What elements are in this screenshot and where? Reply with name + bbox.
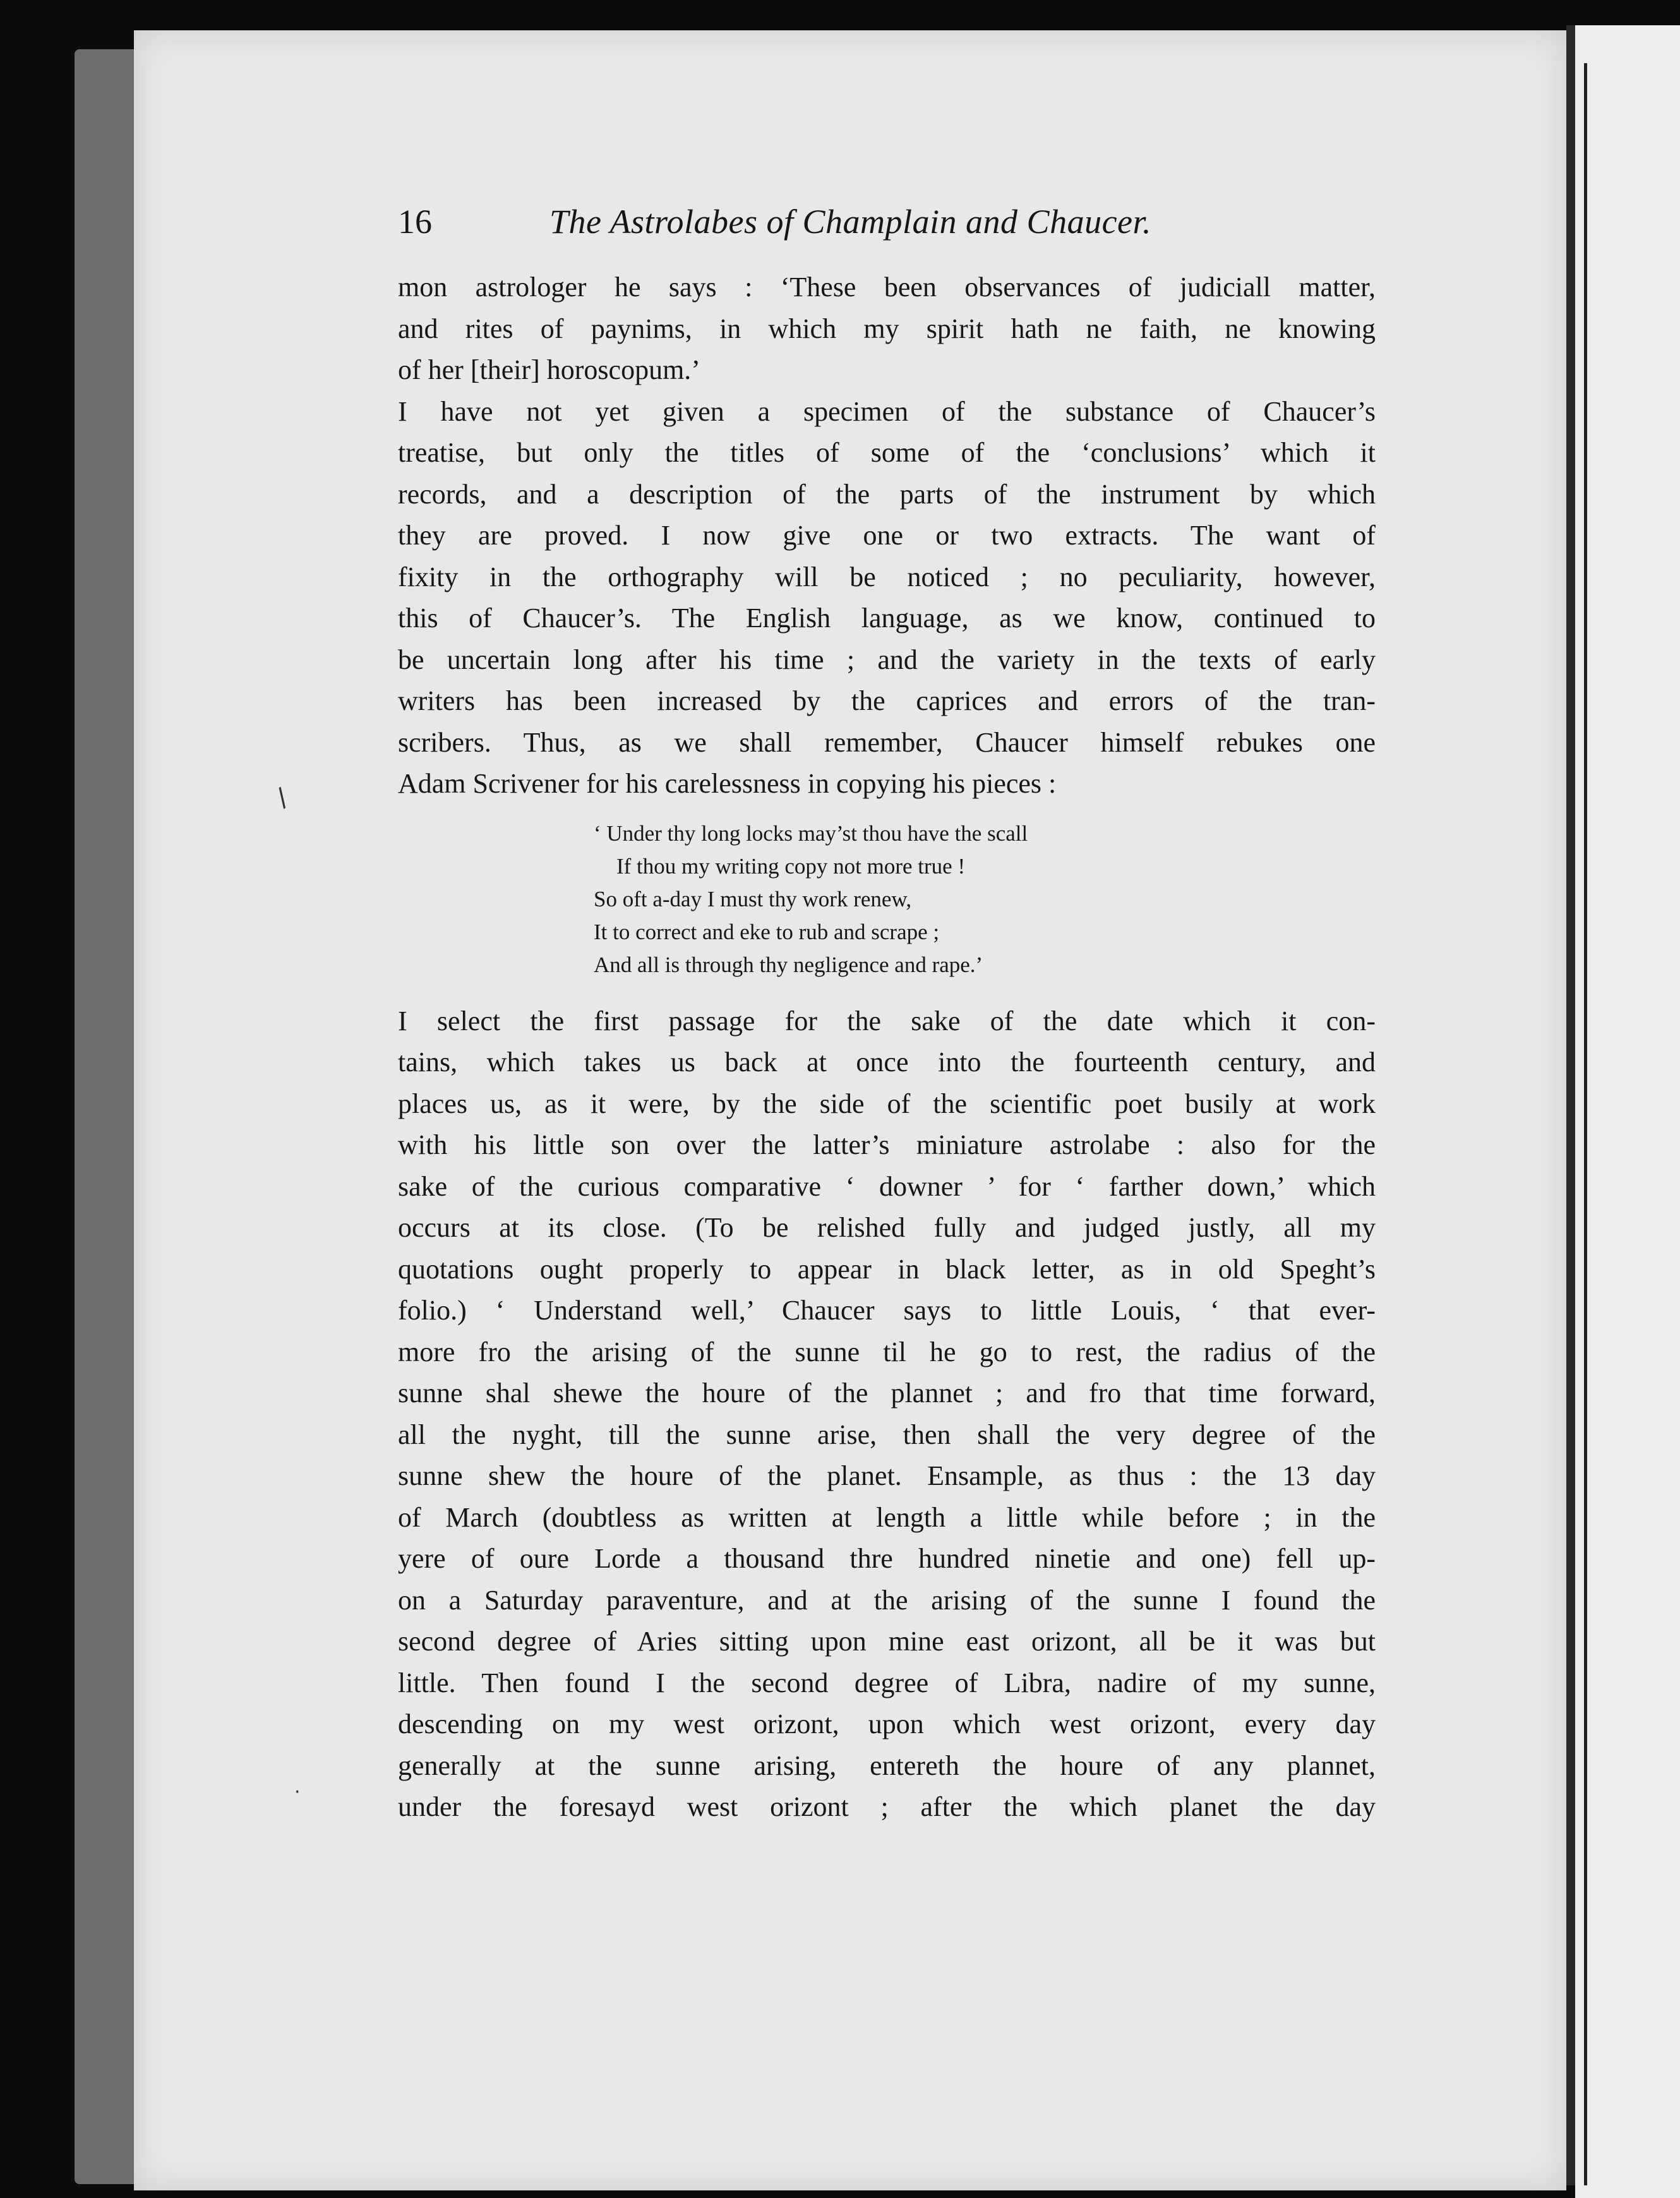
scan-speck: · — [294, 1781, 301, 1803]
text-line: with his little son over the latter’s miniature astrolabe : also for the — [398, 1129, 1376, 1160]
paragraph-2 — [398, 391, 1376, 805]
text-line: of her [their] horoscopum.’ — [398, 354, 700, 385]
text-line: they are proved. I now give one or two extracts. The want of — [398, 520, 1376, 551]
text-line: writers has been increased by the caprices and errors of the tran- — [398, 685, 1376, 716]
page-number: 16 — [398, 203, 432, 241]
scan-speck: / — [271, 783, 294, 813]
text-line: sunne shew the houre of the planet. Ensample, as thus : the 13 day — [398, 1460, 1376, 1491]
text-line: second degree of Aries sitting upon mine east orizont, all be it was but — [398, 1626, 1376, 1657]
page-header — [398, 202, 1376, 253]
text-line: be uncertain long after his time ; and the variety in the texts of early — [398, 644, 1376, 675]
verse-quotation — [594, 817, 1225, 982]
text-line: records, and a description of the parts of the instrument by which — [398, 478, 1376, 510]
text-line: I have not yet given a specimen of the substance of Chaucer’s — [398, 395, 1376, 427]
page-text — [398, 202, 1376, 1828]
page-edge — [1566, 25, 1575, 2185]
verse-line: If thou my writing copy not more true ! — [616, 853, 966, 879]
text-line: on a Saturday paraventure, and at the arising of the sunne I found the — [398, 1584, 1376, 1616]
text-line: quotations ought properly to appear in black letter, as in old Speght’s — [398, 1253, 1376, 1285]
text-line: generally at the sunne arising, entereth the houre of any plannet, — [398, 1750, 1376, 1781]
verse-line: So oft a-day I must thy work renew, — [594, 886, 912, 911]
text-line: fixity in the orthography will be noticed ; no peculiarity, however, — [398, 561, 1376, 592]
text-line: folio.) ‘ Understand well,’ Chaucer says to little Louis, ‘ that ever- — [398, 1295, 1376, 1326]
text-line: more fro the arising of the sunne til he go to rest, the radius of the — [398, 1336, 1376, 1367]
text-line: descending on my west orizont, upon which west orizont, every day — [398, 1709, 1376, 1739]
text-line: under the foresayd west orizont ; after the which planet the day — [398, 1791, 1376, 1822]
text-line: mon astrologer he says : ‘These been observances of judiciall matter, — [398, 272, 1376, 303]
text-line: little. Then found I the second degree of Libra, nadire of my sunne, — [398, 1667, 1376, 1698]
text-line: this of Chaucer’s. The English language, as we know, continued to — [398, 603, 1376, 634]
text-line: Adam Scrivener for his carelessness in copying his pieces : — [398, 768, 1057, 799]
paragraph-3 — [398, 1000, 1376, 1828]
text-line: scribers. Thus, as we shall remember, Chaucer himself rebukes one — [398, 726, 1376, 758]
text-line: I select the first passage for the sake of the date which it con- — [398, 1005, 1376, 1036]
text-line: of March (doubtless as written at length a little while before ; in the — [398, 1501, 1376, 1533]
text-line: occurs at its close. (To be relished fully and judged justly, all my — [398, 1212, 1376, 1243]
text-line: and rites of paynims, in which my spirit hath ne faith, ne knowing — [398, 313, 1376, 344]
text-line: yere of oure Lorde a thousand thre hundred ninetie and one) fell up- — [398, 1543, 1376, 1574]
text-line: treatise, but only the titles of some of the ‘conclusions’ which it — [398, 437, 1376, 468]
text-line: places us, as it were, by the side of the scientific poet busily at work — [398, 1088, 1376, 1119]
text-line: all the nyght, till the sunne arise, then shall the very degree of the — [398, 1419, 1376, 1450]
facing-page-rule — [1584, 63, 1587, 2185]
verse-line: ‘ Under thy long locks may’st thou have the scall — [594, 820, 1028, 846]
text-line: sake of the curious comparative ‘ downer ’ for ‘ farther down,’ which — [398, 1170, 1376, 1202]
text-line: tains, which takes us back at once into the fourteenth century, and — [398, 1047, 1376, 1078]
facing-page-strip — [1575, 25, 1680, 2198]
verse-line: It to correct and eke to rub and scrape ; — [594, 919, 940, 944]
verse-line: And all is through thy negligence and rape.’ — [594, 952, 983, 977]
text-line: sunne shal shewe the houre of the plannet ; and fro that time forward, — [398, 1378, 1376, 1408]
paragraph-1 — [398, 267, 1376, 391]
running-title: The Astrolabes of Champlain and Chaucer. — [549, 203, 1152, 241]
